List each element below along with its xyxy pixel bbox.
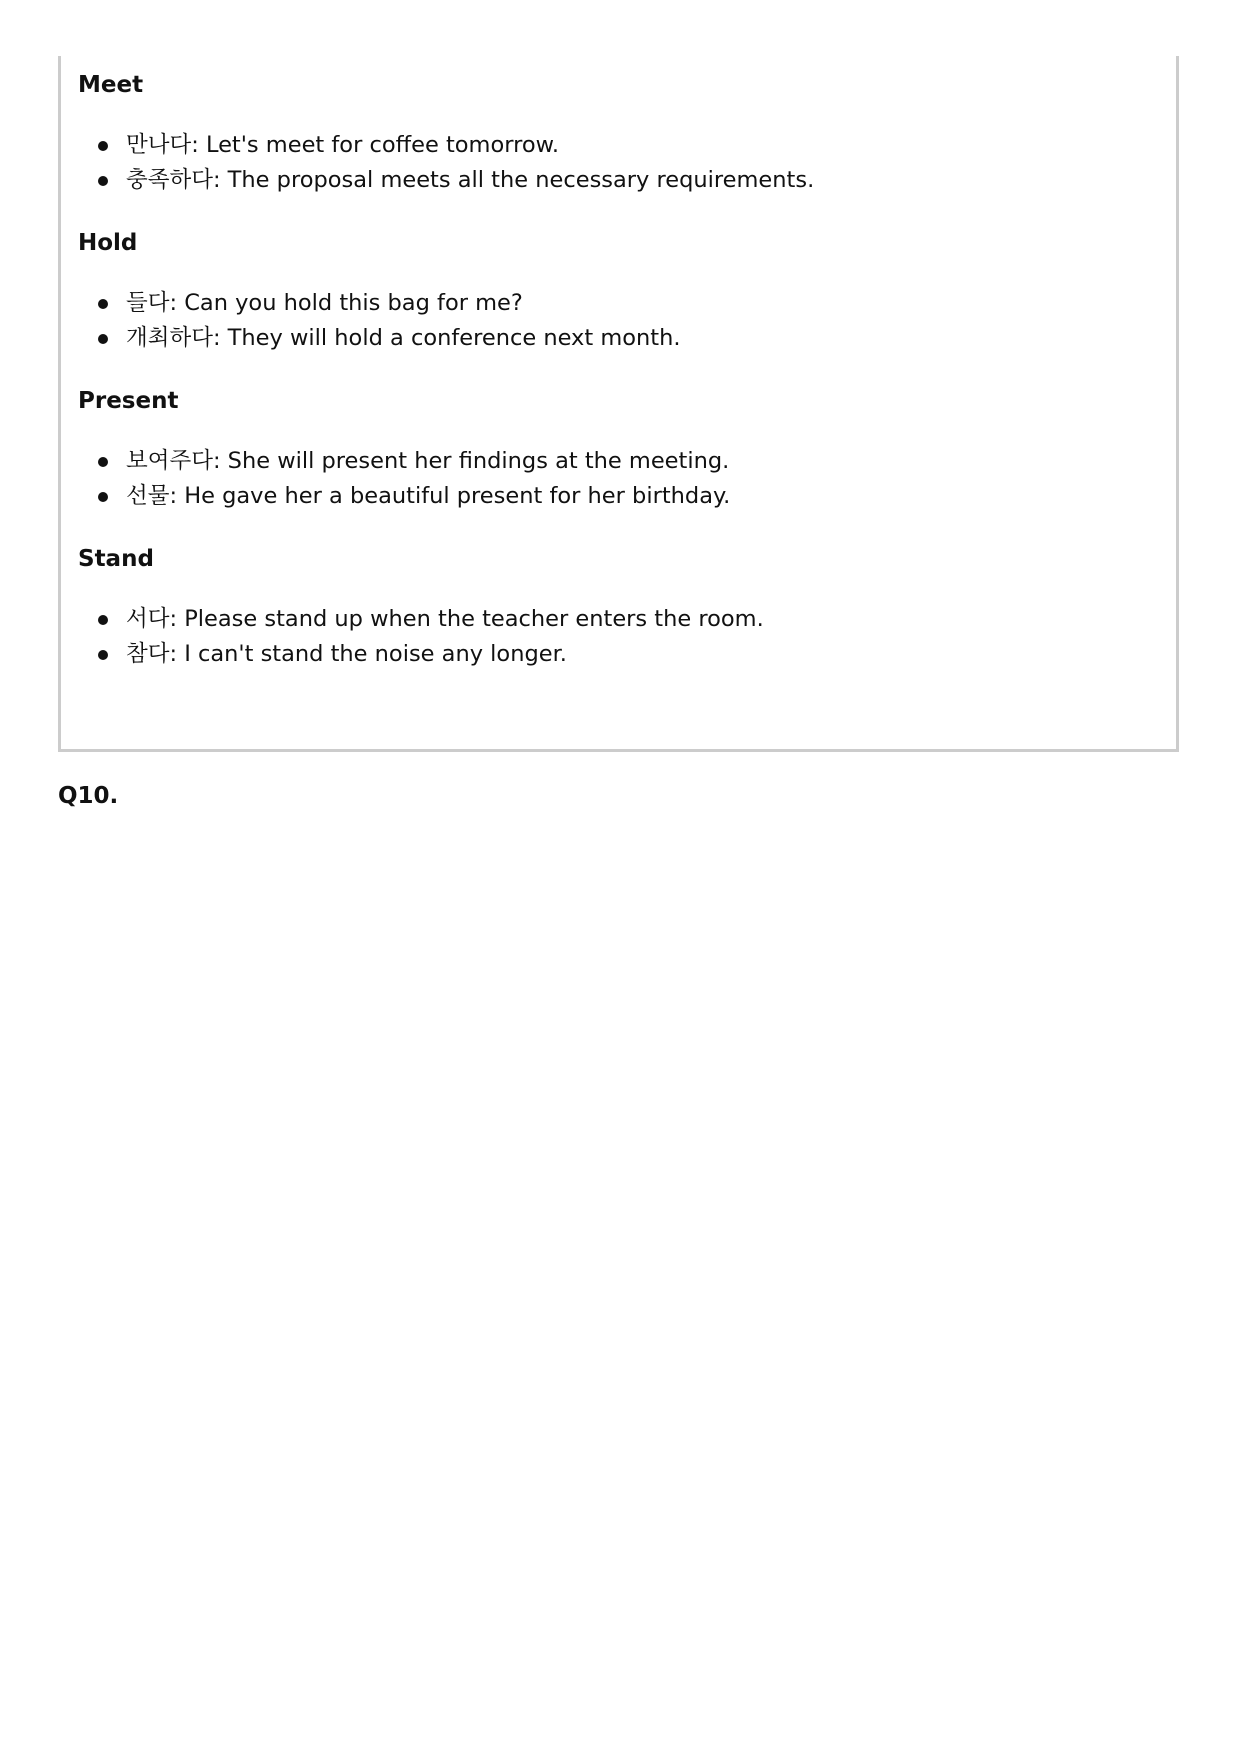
bullet-icon bbox=[98, 176, 108, 186]
list-item bbox=[78, 479, 730, 514]
section-present bbox=[78, 386, 1168, 509]
bullet-icon bbox=[98, 492, 108, 502]
answer-box bbox=[58, 56, 1179, 752]
bullet-icon bbox=[98, 650, 108, 660]
section-heading: Hold bbox=[78, 230, 138, 256]
example-text: 선물: He gave her a beautiful present for her birthday. bbox=[126, 483, 731, 509]
example-text: 서다: Please stand up when the teacher enters the room. bbox=[126, 606, 764, 632]
list-item bbox=[78, 128, 814, 163]
list-item bbox=[78, 602, 764, 637]
example-text: 들다: Can you hold this bag for me? bbox=[126, 290, 523, 316]
example-list bbox=[78, 602, 764, 672]
example-text: 개최하다: They will hold a conference next month. bbox=[126, 325, 681, 351]
section-meet bbox=[78, 70, 1168, 193]
section-hold bbox=[78, 228, 1168, 351]
example-list bbox=[78, 444, 730, 514]
list-item bbox=[78, 321, 681, 356]
bullet-icon bbox=[98, 334, 108, 344]
question-label: Q10. bbox=[58, 783, 119, 809]
bullet-icon bbox=[98, 299, 108, 309]
list-item bbox=[78, 286, 681, 321]
example-text: 참다: I can't stand the noise any longer. bbox=[126, 641, 567, 667]
example-list bbox=[78, 286, 681, 356]
example-text: 보여주다: She will present her findings at the meeting. bbox=[126, 448, 730, 474]
section-stand bbox=[78, 544, 1168, 667]
bullet-icon bbox=[98, 457, 108, 467]
section-heading: Present bbox=[78, 388, 179, 414]
example-text: 만나다: Let's meet for coffee tomorrow. bbox=[126, 132, 560, 158]
example-text: 충족하다: The proposal meets all the necessary requirements. bbox=[126, 167, 815, 193]
section-heading: Meet bbox=[78, 72, 144, 98]
bullet-icon bbox=[98, 615, 108, 625]
bullet-icon bbox=[98, 141, 108, 151]
list-item bbox=[78, 163, 814, 198]
example-list bbox=[78, 128, 814, 198]
list-item bbox=[78, 637, 764, 672]
list-item bbox=[78, 444, 730, 479]
section-heading: Stand bbox=[78, 546, 154, 572]
